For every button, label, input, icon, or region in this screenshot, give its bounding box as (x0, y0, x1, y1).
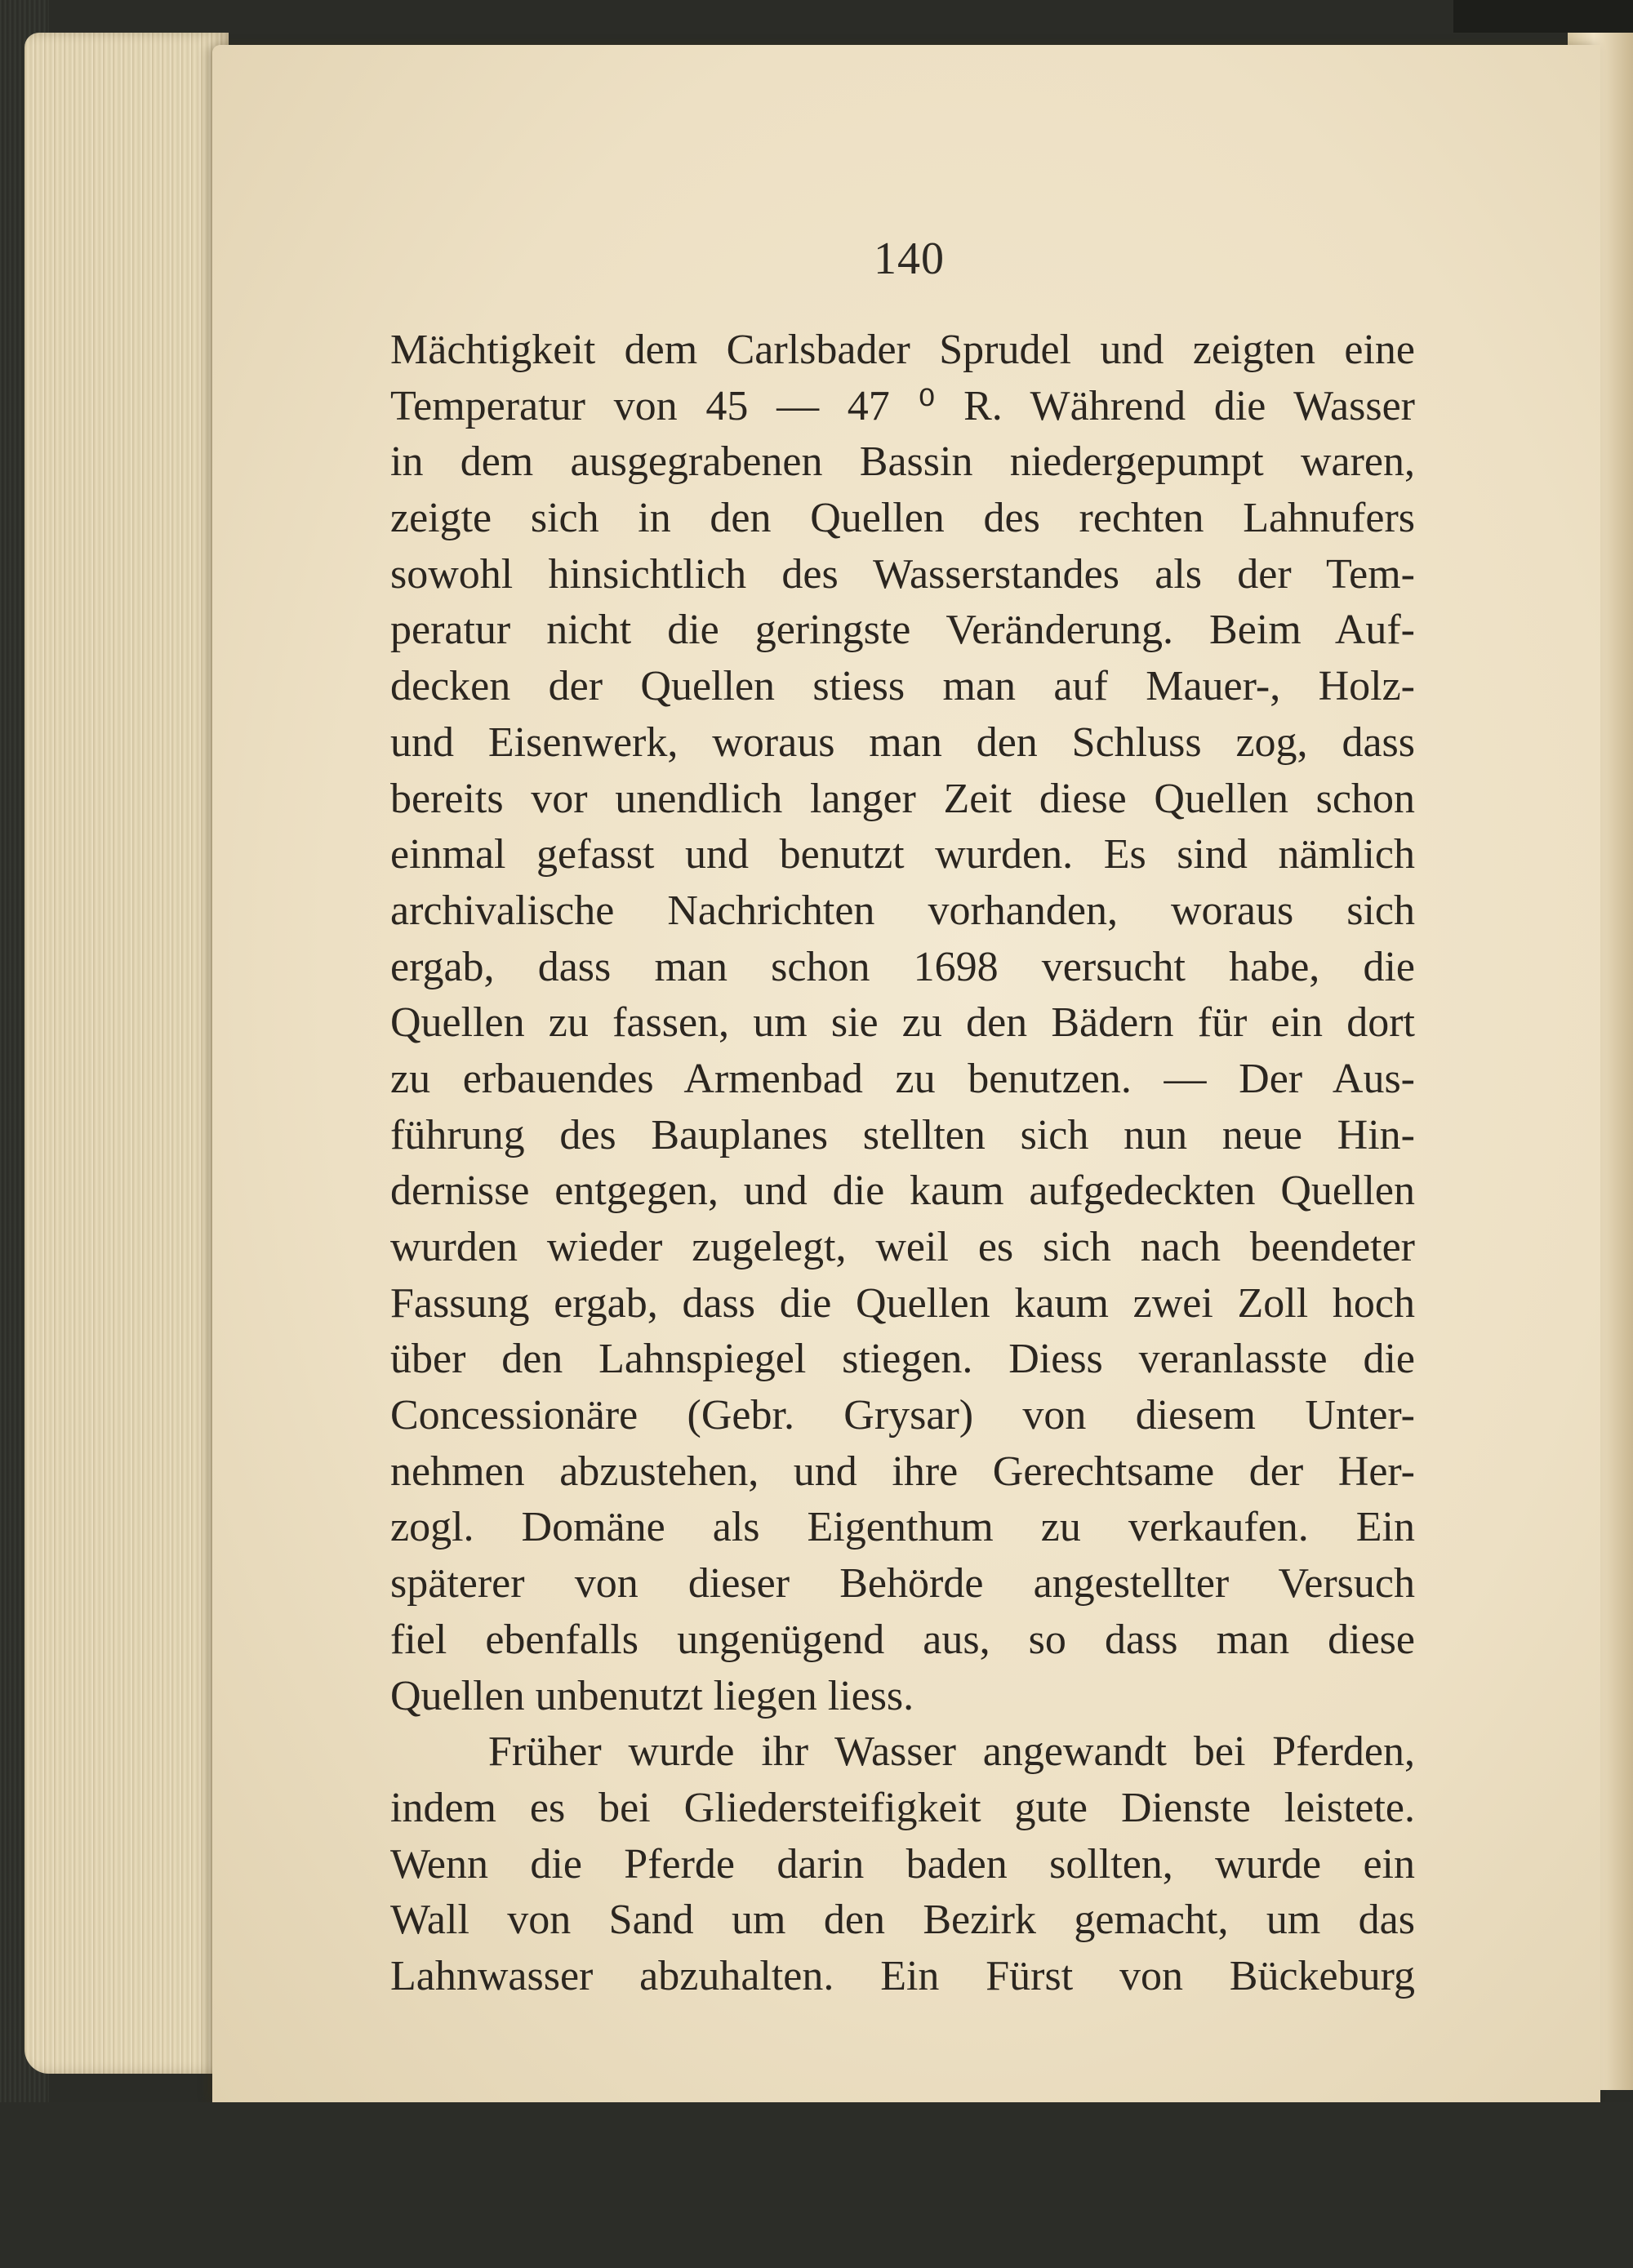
text-line: Fassung ergab, dass die Quellen kaum zwei Zoll hoch (390, 1279, 1415, 1327)
text-line: zeigte sich in den Quellen des rechten Lahnufers (390, 495, 1415, 542)
text-line: Mächtigkeit dem Carlsbader Sprudel und zeigten eine (390, 327, 1415, 373)
body-text (390, 322, 1415, 2005)
text-line: zogl. Domäne als Eigenthum zu verkaufen. Ein (390, 1504, 1415, 1551)
page-edges (24, 33, 229, 2074)
text-line: wurden wieder zugelegt, weil es sich nach beendeter (390, 1224, 1415, 1270)
text-line: peratur nicht die geringste Veränderung. Beim Auf- (390, 607, 1415, 654)
text-line: dernisse entgegen, und die kaum aufgedeckten Quellen (390, 1167, 1415, 1215)
text-line: zu erbauendes Armenbad zu benutzen. — Der Aus- (390, 1055, 1415, 1102)
text-line: Concessionäre (Gebr. Grysar) von diesem Unter- (390, 1392, 1415, 1439)
text-line: und Eisenwerk, woraus man den Schluss zog, dass (390, 718, 1415, 766)
text-line: führung des Bauplanes stellten sich nun neue Hin- (390, 1111, 1415, 1158)
text-line: archivalische Nachrichten vorhanden, woraus sich (390, 887, 1415, 934)
text-line: indem es bei Gliedersteifigkeit gute Dienste leistete. (390, 1784, 1415, 1831)
text-line: Wenn die Pferde darin baden sollten, wurde ein (390, 1840, 1415, 1888)
text-line: Quellen unbenutzt liegen liess. (390, 1672, 914, 1719)
text-line: über den Lahnspiegel stiegen. Diess veranlasste die (390, 1336, 1415, 1383)
text-line: decken der Quellen stiess man auf Mauer-, Holz- (390, 663, 1415, 710)
text-line: sowohl hinsichtlich des Wasserstandes als der Tem- (390, 550, 1415, 598)
background-bottom (0, 2102, 1633, 2268)
text-line: fiel ebenfalls ungenügend aus, so dass man diese (390, 1616, 1415, 1663)
text-line: Temperatur von 45 — 47 ⁰ R. Während die Wasser (390, 382, 1415, 429)
background-corner (1453, 0, 1633, 33)
text-line: in dem ausgegrabenen Bassin niedergepumpt waren, (390, 438, 1415, 486)
page-number: 140 (874, 233, 945, 284)
text-line: Früher wurde ihr Wasser angewandt bei Pferden, (488, 1728, 1415, 1776)
text-line: nehmen abzustehen, und ihre Gerechtsame der Her- (390, 1448, 1415, 1495)
text-line: bereits vor unendlich langer Zeit diese Quellen schon (390, 775, 1415, 822)
text-line: einmal gefasst und benutzt wurden. Es sind nämlich (390, 831, 1415, 878)
text-line: späterer von dieser Behörde angestellter Versuch (390, 1560, 1415, 1608)
text-line: Quellen zu fassen, um sie zu den Bädern für ein dort (390, 999, 1415, 1047)
text-line: ergab, dass man schon 1698 versucht habe, die (390, 943, 1415, 990)
text-line: Wall von Sand um den Bezirk gemacht, um das (390, 1897, 1415, 1944)
text-line: Lahnwasser abzuhalten. Ein Fürst von Bückeburg (390, 1952, 1415, 1999)
